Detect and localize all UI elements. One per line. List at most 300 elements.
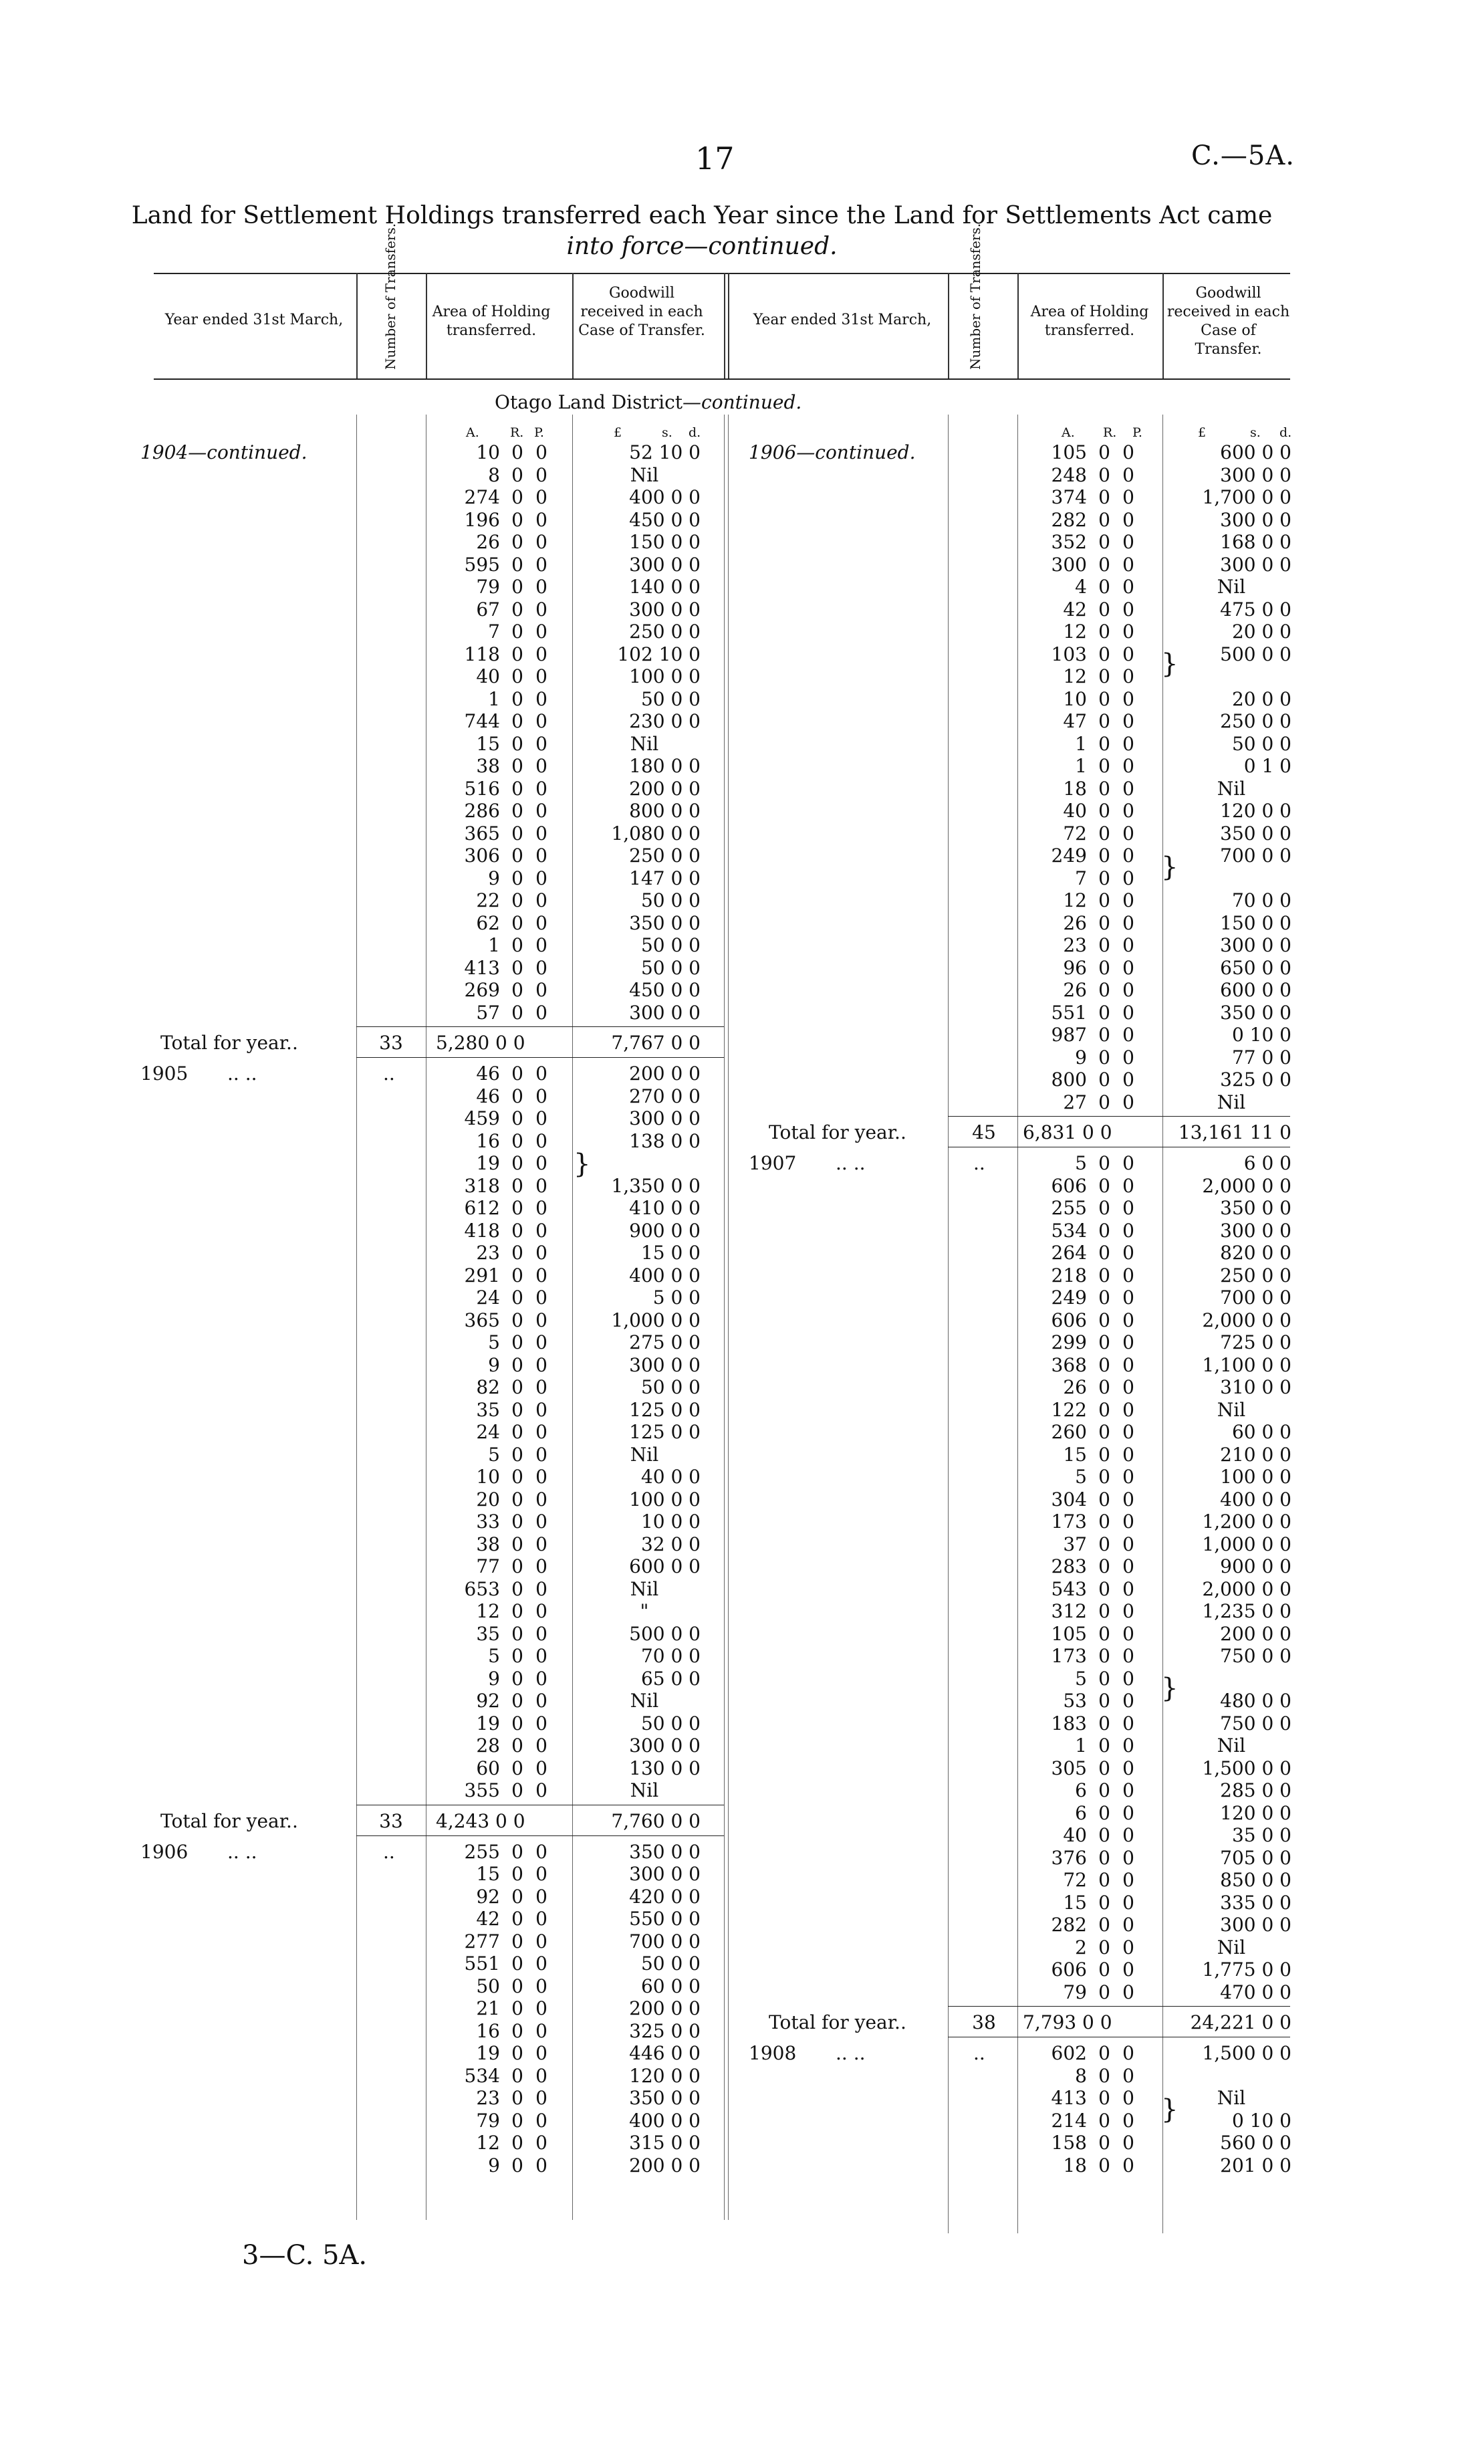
table-row xyxy=(443,912,777,935)
goodwill-value: 1,350 0 0 xyxy=(611,1174,701,1197)
area-perches: 0 xyxy=(535,1421,547,1443)
table-row xyxy=(1029,1421,1364,1444)
goodwill-value: 60 0 0 xyxy=(1231,1421,1291,1443)
unit-r: R. xyxy=(1103,425,1117,440)
area-roods: 0 xyxy=(511,643,523,665)
goodwill-value: 0 1 0 xyxy=(1243,755,1291,777)
area-acres: 269 xyxy=(464,979,500,1001)
goodwill-value: Nil xyxy=(1217,777,1246,800)
goodwill-value: 5 0 0 xyxy=(652,1286,701,1309)
goodwill-value: 210 0 0 xyxy=(1220,1443,1291,1466)
area-roods: 0 xyxy=(511,2087,523,2109)
goodwill-value: 900 0 0 xyxy=(629,1219,701,1242)
area-roods: 0 xyxy=(1098,1398,1110,1421)
unit-a: A. xyxy=(1062,425,1075,440)
table-row xyxy=(1029,1847,1364,1870)
area-perches: 0 xyxy=(1122,1824,1134,1846)
unit-r: R. xyxy=(510,425,524,440)
goodwill-value: 120 0 0 xyxy=(1220,1801,1291,1824)
area-acres: 22 xyxy=(476,889,500,911)
goodwill-value: 0 10 0 xyxy=(1231,1024,1291,1046)
area-perches: 0 xyxy=(535,1930,547,1952)
area-roods: 0 xyxy=(511,665,523,687)
area-acres: 33 xyxy=(476,1510,500,1533)
area-perches: 0 xyxy=(535,732,547,755)
table-row xyxy=(1029,1578,1364,1601)
table-row xyxy=(443,1886,777,1908)
goodwill-value: 446 0 0 xyxy=(629,2042,701,2064)
area-acres: 12 xyxy=(1063,621,1087,643)
area-perches: 0 xyxy=(1122,1242,1134,1264)
area-perches: 0 xyxy=(535,1779,547,1801)
area-perches: 0 xyxy=(535,889,547,911)
header-top-rule xyxy=(154,273,1290,274)
area-perches: 0 xyxy=(1122,1801,1134,1824)
area-acres: 42 xyxy=(1063,598,1087,621)
table-row xyxy=(1029,1824,1364,1847)
area-roods: 0 xyxy=(1098,2132,1110,2154)
total-rule xyxy=(948,1116,1290,1117)
area-perches: 0 xyxy=(1122,1600,1134,1622)
goodwill-value: 315 0 0 xyxy=(629,2132,701,2154)
area-perches: 0 xyxy=(535,1264,547,1286)
area-perches: 0 xyxy=(535,1690,547,1712)
area-acres: 352 xyxy=(1051,531,1087,553)
table-row xyxy=(1029,1712,1364,1735)
area-perches: 0 xyxy=(1122,1376,1134,1398)
table-row xyxy=(443,2065,777,2088)
area-perches: 0 xyxy=(535,1975,547,1997)
area-acres: 4 xyxy=(1075,576,1087,598)
goodwill-value: 200 0 0 xyxy=(1220,1622,1291,1645)
rule xyxy=(724,273,725,378)
area-perches: 0 xyxy=(1122,621,1134,643)
table-row xyxy=(443,1578,777,1601)
rule xyxy=(948,273,949,378)
area-roods: 0 xyxy=(511,1107,523,1129)
goodwill-value: 52 10 0 xyxy=(629,441,701,463)
area-roods: 0 xyxy=(1098,934,1110,956)
area-roods: 0 xyxy=(511,1376,523,1398)
goodwill-value: 180 0 0 xyxy=(629,755,701,777)
table-row xyxy=(443,1062,777,1085)
total-goodwill: 24,221 0 0 xyxy=(1190,2011,1291,2033)
area-roods: 0 xyxy=(1098,553,1110,576)
col-year-right: Year ended 31st March, xyxy=(753,312,932,328)
goodwill-value: Nil xyxy=(630,1779,659,1801)
area-acres: 37 xyxy=(1063,1533,1087,1555)
district-suffix: —continued. xyxy=(683,391,802,413)
area-roods: 0 xyxy=(511,732,523,755)
table-row xyxy=(443,979,777,1002)
table-row xyxy=(1029,2132,1364,2154)
area-perches: 0 xyxy=(1122,643,1134,665)
goodwill-value: 125 0 0 xyxy=(629,1398,701,1421)
goodwill-value: 500 0 0 xyxy=(1220,643,1291,665)
area-acres: 606 xyxy=(1051,1174,1087,1197)
area-roods: 0 xyxy=(511,486,523,508)
goodwill-value: 1,235 0 0 xyxy=(1202,1600,1291,1622)
table-row xyxy=(1029,1354,1364,1377)
table-row xyxy=(1029,1376,1364,1399)
goodwill-value: 1,100 0 0 xyxy=(1202,1353,1291,1376)
district-heading xyxy=(495,391,963,413)
table-row xyxy=(1029,1091,1364,1114)
area-roods: 0 xyxy=(1098,1353,1110,1376)
area-acres: 18 xyxy=(1063,777,1087,800)
area-acres: 26 xyxy=(1063,911,1087,934)
goodwill-value: 50 0 0 xyxy=(640,687,701,710)
area-acres: 365 xyxy=(464,1309,500,1331)
table-row xyxy=(443,1309,777,1332)
goodwill-value: 300 0 0 xyxy=(629,1107,701,1129)
col-number-left: Number of Transfers. xyxy=(382,223,398,370)
goodwill-value: Nil xyxy=(630,732,659,755)
area-roods: 0 xyxy=(1098,463,1110,486)
area-roods: 0 xyxy=(511,508,523,531)
area-perches: 0 xyxy=(535,1062,547,1085)
table-row xyxy=(1029,889,1364,912)
area-roods: 0 xyxy=(1098,1510,1110,1533)
goodwill-value: 300 0 0 xyxy=(629,1734,701,1757)
brace: } xyxy=(574,1149,591,1180)
area-roods: 0 xyxy=(511,576,523,598)
goodwill-value: 125 0 0 xyxy=(629,1421,701,1443)
area-acres: 7 xyxy=(488,621,500,643)
area-acres: 40 xyxy=(1063,800,1087,822)
area-roods: 0 xyxy=(511,1577,523,1600)
area-acres: 255 xyxy=(1051,1197,1087,1219)
table-row xyxy=(443,1555,777,1578)
area-perches: 0 xyxy=(535,2042,547,2064)
table-row xyxy=(443,1668,777,1690)
area-perches: 0 xyxy=(1122,531,1134,553)
area-roods: 0 xyxy=(1098,1219,1110,1242)
area-roods: 0 xyxy=(511,1085,523,1107)
area-acres: 60 xyxy=(476,1757,500,1779)
table-row xyxy=(1029,1309,1364,1332)
area-acres: 255 xyxy=(464,1840,500,1863)
area-perches: 0 xyxy=(1122,979,1134,1001)
area-acres: 5 xyxy=(488,1331,500,1353)
table-row xyxy=(1029,2154,1364,2177)
header-bottom-rule xyxy=(154,378,1290,380)
area-perches: 0 xyxy=(1122,576,1134,598)
table-row xyxy=(1029,1286,1364,1309)
area-acres: 10 xyxy=(1063,687,1087,710)
table-row xyxy=(443,1286,777,1309)
area-roods: 0 xyxy=(511,2132,523,2154)
goodwill-value: 350 0 0 xyxy=(1220,1001,1291,1024)
goodwill-value: 300 0 0 xyxy=(629,1353,701,1376)
area-perches: 0 xyxy=(535,1219,547,1242)
goodwill-value: 1,500 0 0 xyxy=(1202,1757,1291,1779)
area-acres: 1 xyxy=(488,687,500,710)
area-roods: 0 xyxy=(1098,911,1110,934)
goodwill-value: 15 0 0 xyxy=(640,1242,701,1264)
area-perches: 0 xyxy=(535,1952,547,1975)
table-row xyxy=(1029,733,1364,756)
table-row xyxy=(443,1488,777,1511)
area-acres: 12 xyxy=(476,1600,500,1622)
goodwill-value: 705 0 0 xyxy=(1220,1846,1291,1869)
goodwill-value: 6 0 0 xyxy=(1243,1152,1291,1174)
area-roods: 0 xyxy=(1098,1376,1110,1398)
area-acres: 260 xyxy=(1051,1421,1087,1443)
goodwill-value: 50 0 0 xyxy=(640,889,701,911)
table-row xyxy=(1029,1623,1364,1646)
area-perches: 0 xyxy=(535,1107,547,1129)
area-perches: 0 xyxy=(1122,1309,1134,1331)
goodwill-value: 1,200 0 0 xyxy=(1202,1510,1291,1533)
goodwill-value: 100 0 0 xyxy=(1220,1466,1291,1488)
area-acres: 653 xyxy=(464,1577,500,1600)
area-perches: 0 xyxy=(1122,1690,1134,1712)
area-roods: 0 xyxy=(1098,1242,1110,1264)
title-line-2: into force—continued. xyxy=(566,233,838,260)
table-row xyxy=(1029,1152,1364,1175)
goodwill-value: 285 0 0 xyxy=(1220,1779,1291,1801)
area-perches: 0 xyxy=(535,621,547,643)
table-row xyxy=(1029,486,1364,509)
area-roods: 0 xyxy=(1098,956,1110,979)
area-acres: 12 xyxy=(1063,665,1087,687)
rule xyxy=(426,273,427,378)
area-roods: 0 xyxy=(1098,1869,1110,1891)
area-perches: 0 xyxy=(1122,1353,1134,1376)
area-roods: 0 xyxy=(511,1001,523,1024)
table-row xyxy=(1029,1555,1364,1578)
area-acres: 312 xyxy=(1051,1600,1087,1622)
area-acres: 24 xyxy=(476,1286,500,1309)
rule xyxy=(572,273,574,378)
area-roods: 0 xyxy=(1098,1981,1110,2003)
area-acres: 46 xyxy=(476,1062,500,1085)
table-row xyxy=(1029,800,1364,822)
table-row xyxy=(1029,1734,1364,1757)
goodwill-value: 400 0 0 xyxy=(629,486,701,508)
table-row xyxy=(443,1533,777,1556)
goodwill-value: 60 0 0 xyxy=(640,1975,701,1997)
area-acres: 304 xyxy=(1051,1488,1087,1510)
area-roods: 0 xyxy=(511,1863,523,1885)
table-row xyxy=(443,509,777,532)
area-perches: 0 xyxy=(1122,1091,1134,1113)
area-perches: 0 xyxy=(535,1510,547,1533)
area-perches: 0 xyxy=(535,1466,547,1488)
area-acres: 606 xyxy=(1051,1309,1087,1331)
table-row xyxy=(443,755,777,778)
goodwill-value: 300 0 0 xyxy=(629,1001,701,1024)
area-acres: 249 xyxy=(1051,1286,1087,1309)
area-roods: 0 xyxy=(511,1421,523,1443)
area-perches: 0 xyxy=(535,1488,547,1510)
area-perches: 0 xyxy=(1122,2154,1134,2176)
area-roods: 0 xyxy=(1098,1801,1110,1824)
area-perches: 0 xyxy=(535,1286,547,1309)
area-roods: 0 xyxy=(511,845,523,867)
area-acres: 516 xyxy=(464,777,500,800)
table-row xyxy=(1029,1936,1364,1959)
area-perches: 0 xyxy=(1122,1488,1134,1510)
area-perches: 0 xyxy=(1122,463,1134,486)
area-roods: 0 xyxy=(1098,867,1110,889)
goodwill-value: 20 0 0 xyxy=(1231,687,1291,710)
area-acres: 413 xyxy=(464,956,500,979)
area-perches: 0 xyxy=(1122,1219,1134,1242)
area-roods: 0 xyxy=(511,1466,523,1488)
area-acres: 534 xyxy=(1051,1219,1087,1242)
table-row xyxy=(1029,1197,1364,1220)
area-roods: 0 xyxy=(1098,777,1110,800)
area-acres: 274 xyxy=(464,486,500,508)
goodwill-value: 50 0 0 xyxy=(640,1376,701,1398)
goodwill-value: 250 0 0 xyxy=(1220,710,1291,732)
goodwill-value: 50 0 0 xyxy=(640,1952,701,1975)
area-acres: 27 xyxy=(1063,1091,1087,1113)
goodwill-value: 900 0 0 xyxy=(1220,1555,1291,1577)
area-perches: 0 xyxy=(535,1577,547,1600)
area-acres: 300 xyxy=(1051,553,1087,576)
area-perches: 0 xyxy=(535,1129,547,1152)
total-label: Total for year.. xyxy=(769,1121,906,1143)
goodwill-value: 2,000 0 0 xyxy=(1202,1174,1291,1197)
area-acres: 62 xyxy=(476,911,500,934)
area-roods: 0 xyxy=(511,1757,523,1779)
area-roods: 0 xyxy=(1098,755,1110,777)
table-row xyxy=(1029,1399,1364,1422)
area-roods: 0 xyxy=(511,1510,523,1533)
area-roods: 0 xyxy=(1098,687,1110,710)
area-roods: 0 xyxy=(511,2042,523,2064)
goodwill-value: 10 0 0 xyxy=(640,1510,701,1533)
area-perches: 0 xyxy=(535,531,547,553)
rule xyxy=(1017,415,1018,2233)
area-roods: 0 xyxy=(1098,1846,1110,1869)
area-perches: 0 xyxy=(1122,1914,1134,1936)
area-roods: 0 xyxy=(511,1779,523,1801)
table-row xyxy=(1029,1869,1364,1892)
goodwill-value: 2,000 0 0 xyxy=(1202,1309,1291,1331)
table-row xyxy=(1029,2065,1364,2088)
area-acres: 1 xyxy=(1075,1734,1087,1757)
table-row xyxy=(443,845,777,867)
unit-d: d. xyxy=(1279,425,1292,440)
table-row xyxy=(443,2020,777,2043)
table-row xyxy=(443,1264,777,1287)
goodwill-value: 138 0 0 xyxy=(629,1129,701,1152)
goodwill-value: 350 0 0 xyxy=(1220,1197,1291,1219)
goodwill-value: 150 0 0 xyxy=(629,531,701,553)
area-perches: 0 xyxy=(535,665,547,687)
total-count: 38 xyxy=(972,2011,996,2033)
total-area: 5,280 0 0 xyxy=(436,1032,525,1054)
area-roods: 0 xyxy=(511,889,523,911)
table-row xyxy=(443,1779,777,1802)
goodwill-value: 40 0 0 xyxy=(640,1466,701,1488)
table-row xyxy=(443,889,777,912)
area-roods: 0 xyxy=(511,800,523,822)
area-acres: 50 xyxy=(476,1975,500,1997)
area-perches: 0 xyxy=(1122,1174,1134,1197)
area-acres: 10 xyxy=(476,441,500,463)
brace: } xyxy=(1161,852,1179,883)
area-roods: 0 xyxy=(1098,710,1110,732)
goodwill-value: 300 0 0 xyxy=(629,598,701,621)
area-roods: 0 xyxy=(511,867,523,889)
area-acres: 282 xyxy=(1051,508,1087,531)
area-perches: 0 xyxy=(1122,1869,1134,1891)
area-perches: 0 xyxy=(535,1376,547,1398)
area-perches: 0 xyxy=(535,800,547,822)
area-perches: 0 xyxy=(1122,1533,1134,1555)
area-acres: 987 xyxy=(1051,1024,1087,1046)
area-acres: 595 xyxy=(464,553,500,576)
area-acres: 299 xyxy=(1051,1331,1087,1353)
area-roods: 0 xyxy=(1098,1069,1110,1091)
goodwill-value: 147 0 0 xyxy=(629,867,701,889)
goodwill-value: 700 0 0 xyxy=(1220,845,1291,867)
table-row xyxy=(1029,979,1364,1002)
goodwill-value: 32 0 0 xyxy=(640,1533,701,1555)
goodwill-value: 230 0 0 xyxy=(629,710,701,732)
table-row xyxy=(443,800,777,822)
area-perches: 0 xyxy=(535,598,547,621)
area-acres: 5 xyxy=(1075,1152,1087,1174)
goodwill-value: 550 0 0 xyxy=(629,1908,701,1930)
area-roods: 0 xyxy=(1098,621,1110,643)
area-acres: 249 xyxy=(1051,845,1087,867)
area-perches: 0 xyxy=(535,777,547,800)
goodwill-value: 410 0 0 xyxy=(629,1197,701,1219)
total-count: 33 xyxy=(379,1032,403,1054)
goodwill-value: 600 0 0 xyxy=(1220,441,1291,463)
table-row xyxy=(443,1220,777,1242)
area-perches: 0 xyxy=(1122,1152,1134,1174)
table-row xyxy=(1029,1600,1364,1623)
area-perches: 0 xyxy=(535,979,547,1001)
area-roods: 0 xyxy=(1098,665,1110,687)
area-roods: 0 xyxy=(1098,889,1110,911)
leader-dots: .. .. xyxy=(227,1062,257,1085)
area-roods: 0 xyxy=(511,1062,523,1085)
area-perches: 0 xyxy=(535,2064,547,2087)
table-row xyxy=(1029,1264,1364,1287)
area-acres: 105 xyxy=(1051,1622,1087,1645)
area-roods: 0 xyxy=(1098,1024,1110,1046)
table-row xyxy=(1029,621,1364,643)
area-roods: 0 xyxy=(1098,1958,1110,1981)
goodwill-value: 325 0 0 xyxy=(1220,1069,1291,1091)
goodwill-value: 100 0 0 xyxy=(629,665,701,687)
table-row xyxy=(1029,1668,1364,1690)
goodwill-value: " xyxy=(640,1600,649,1622)
area-roods: 0 xyxy=(1098,2042,1110,2064)
goodwill-value: 270 0 0 xyxy=(629,1085,701,1107)
leader-dots: .. .. xyxy=(227,1840,257,1863)
area-perches: 0 xyxy=(1122,845,1134,867)
goodwill-value: 600 0 0 xyxy=(629,1555,701,1577)
table-row xyxy=(443,1175,777,1198)
goodwill-value: 20 0 0 xyxy=(1231,621,1291,643)
table-row xyxy=(443,957,777,980)
table-row xyxy=(443,665,777,688)
goodwill-value: 400 0 0 xyxy=(629,1264,701,1286)
table-row xyxy=(443,2087,777,2110)
table-row xyxy=(443,1399,777,1422)
goodwill-value: 300 0 0 xyxy=(629,553,701,576)
area-acres: 19 xyxy=(476,1712,500,1734)
